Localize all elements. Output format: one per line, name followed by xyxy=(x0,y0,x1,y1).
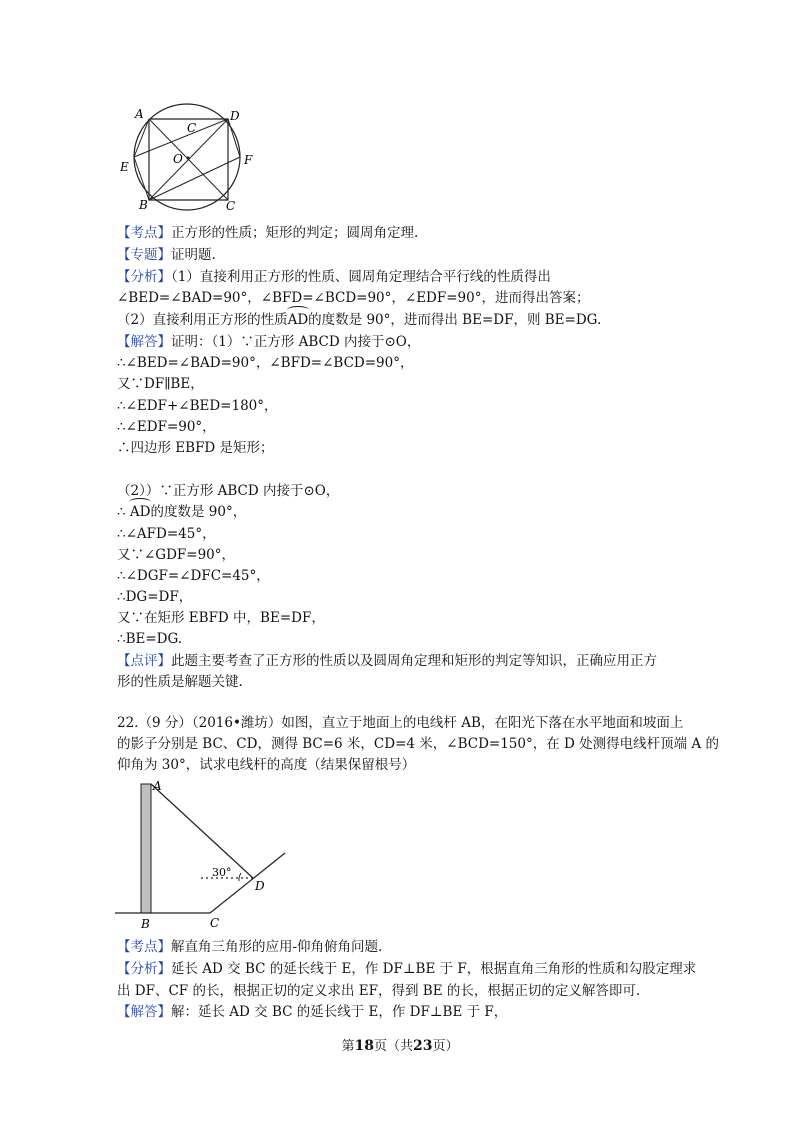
footer-suffix: 页） xyxy=(432,1039,459,1054)
kaodian-text: 解直角三角形的应用-仰角俯角问题. xyxy=(171,939,383,955)
jieda-text-1: 证明：（1）∵正方形 ABCD 内接于⊙O， xyxy=(171,334,421,350)
q21-dianping-1 xyxy=(117,651,657,671)
q21-jieda-1 xyxy=(117,332,420,352)
q21-part2-1: （2））∵正方形 ABCD 内接于⊙O， xyxy=(117,483,340,499)
q21-fenxi-2 xyxy=(117,288,589,308)
q21-step-2: 又∵DF∥BE， xyxy=(117,376,204,392)
footer-page: 18 xyxy=(354,1038,374,1054)
dianping-text-1: 此题主要考查了正方形的性质以及圆周角定理和矩形的判定等知识，正确应用正方 xyxy=(171,653,657,669)
fenxi-text-2: ∠BED=∠BAD=90°，∠BFD=∠BCD=90°，∠EDF=90°，进而得出答案； xyxy=(117,290,590,306)
kaodian-text: 正方形的性质；矩形的判定；圆周角定理. xyxy=(171,225,419,241)
label-F: F xyxy=(244,153,253,167)
q21-fenxi-3 xyxy=(117,310,601,330)
q21-zhuanti xyxy=(117,245,216,265)
label-O: O xyxy=(173,152,183,166)
fenxi-tag: 【分析】 xyxy=(117,269,171,285)
footer-prefix: 第 xyxy=(341,1039,355,1054)
label-B: B xyxy=(139,198,148,212)
label-E: E xyxy=(120,160,129,174)
q21-fenxi-1 xyxy=(117,267,551,287)
q21-dianping-2: 形的性质是解题关键. xyxy=(117,674,243,690)
zhuanti-tag: 【专题】 xyxy=(117,247,171,263)
angle-label: 30° xyxy=(212,866,232,879)
label-C-bottom: C xyxy=(226,199,236,213)
arc-ad-2: AD xyxy=(129,504,151,520)
footer-total: 23 xyxy=(413,1038,433,1054)
circle-square-figure xyxy=(115,98,265,216)
label-B: B xyxy=(141,917,150,931)
label-C: C xyxy=(210,916,220,930)
q21-step-3: ∴∠EDF+∠BED=180°， xyxy=(117,398,278,414)
q21-step-1: ∴∠BED=∠BAD=90°，∠BFD=∠BCD=90°， xyxy=(117,355,414,371)
page-footer xyxy=(0,1035,800,1054)
fenxi-text-3b: 的度数是 90°，进而得出 BE=DF，则 BE=DG. xyxy=(308,312,602,328)
q21-part2-8: ∴BE=DG. xyxy=(117,631,183,647)
q22-fenxi-2: 出 DF、CF 的长，根据正切的定义求出 EF，得到 BE 的长，根据正切的定义解答即可. xyxy=(117,983,641,999)
q22-stem-2: 的影子分别是 BC、CD，测得 BC=6 米，CD=4 米，∠BCD=150°，在 D 处测得电线杆顶端 A 的 xyxy=(117,736,719,752)
jieda-tag: 【解答】 xyxy=(117,1004,171,1020)
q21-part2-5: ∴∠DGF=∠DFC=45°， xyxy=(117,568,270,584)
part2-text-2a: ∴ xyxy=(117,504,130,520)
q22-stem-1: 22.（9 分）（2016•潍坊）如图，直立于地面上的电线杆 AB，在阳光下落在水平地面和坡面上 xyxy=(117,715,684,731)
q21-part2-3: ∴∠AFD=45°， xyxy=(117,526,216,542)
q21-step-4: ∴∠EDF=90°， xyxy=(117,419,216,435)
q22-stem-3: 仰角为 30°，试求电线杆的高度（结果保留根号） xyxy=(117,757,416,773)
q21-part2-7: 又∵在矩形 EBFD 中，BE=DF， xyxy=(117,610,325,626)
label-D: D xyxy=(255,879,265,893)
kaodian-tag: 【考点】 xyxy=(117,939,171,955)
fenxi-text-3a: （2）直接利用正方形的性质 xyxy=(117,312,288,328)
q22-fenxi-1 xyxy=(117,959,696,979)
q22-kaodian xyxy=(117,937,382,957)
kaodian-tag: 【考点】 xyxy=(117,225,171,241)
fenxi-tag: 【分析】 xyxy=(117,961,171,977)
label-A: A xyxy=(135,107,144,121)
footer-mid: 页（共 xyxy=(373,1039,413,1054)
arc-ad: AD xyxy=(287,312,309,328)
label-D: D xyxy=(230,109,240,123)
dianping-tag: 【点评】 xyxy=(117,653,171,669)
label-A: A xyxy=(153,779,162,793)
q21-step-5: ∴四边形 EBFD 是矩形； xyxy=(117,440,274,456)
q21-part2-6: ∴DG=DF， xyxy=(117,589,193,605)
q21-part2-2 xyxy=(117,502,246,522)
q21-part2-4: 又∵∠GDF=90°， xyxy=(117,547,236,563)
q22-jieda-1 xyxy=(117,1002,507,1022)
jieda-tag: 【解答】 xyxy=(117,334,171,350)
label-C-top: C xyxy=(187,121,197,135)
zhuanti-text: 证明题. xyxy=(171,247,216,263)
fenxi-text-1: 延长 AD 交 BC 的延长线于 E，作 DF⊥BE 于 F，根据直角三角形的性质和勾股定理求 xyxy=(171,961,697,977)
pole-slope-figure xyxy=(115,778,295,938)
part2-text-2b: 的度数是 90°， xyxy=(150,504,247,520)
fenxi-text-1: （1）直接利用正方形的性质、圆周角定理结合平行线的性质得出 xyxy=(171,269,551,285)
q21-kaodian xyxy=(117,223,418,243)
jieda-text-1: 解：延长 AD 交 BC 的延长线于 E，作 DF⊥BE 于 F， xyxy=(171,1004,508,1020)
